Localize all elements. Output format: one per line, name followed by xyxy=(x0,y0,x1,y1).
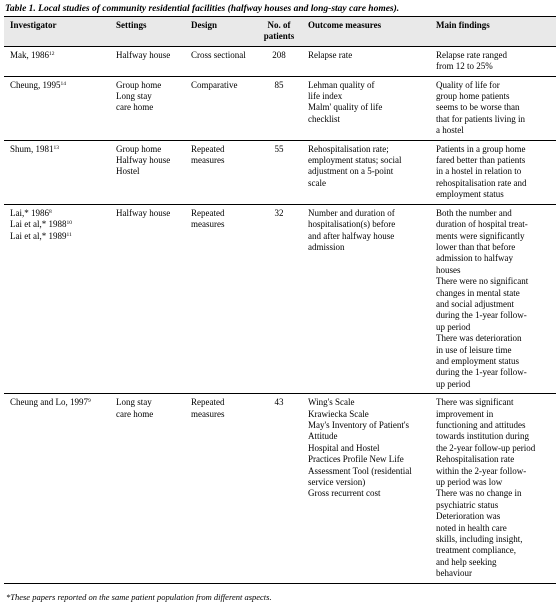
findings-line: duration of hospital treat- xyxy=(436,219,528,230)
findings-line: Quality of life for xyxy=(436,79,500,90)
studies-table xyxy=(4,17,556,583)
outcome-line: adjustment on a 5-point xyxy=(308,166,394,177)
cell-settings xyxy=(110,394,185,583)
cell-outcome xyxy=(302,76,430,140)
cell-patients: 208 xyxy=(256,46,302,76)
findings-line: in a hostel in relation to xyxy=(436,166,522,177)
design-line: measures xyxy=(191,408,225,419)
settings-line: Hostel xyxy=(116,166,140,177)
outcome-line: Relapse rate xyxy=(308,49,353,60)
findings-line: ments were significantly xyxy=(436,230,525,241)
outcome-line: checklist xyxy=(308,113,340,124)
cell-patients: 85 xyxy=(256,76,302,140)
table-row xyxy=(4,394,556,583)
reference-number: 12 xyxy=(49,50,55,57)
settings-line: Halfway house xyxy=(116,49,171,60)
findings-line: admission to halfway xyxy=(436,253,513,264)
cell-outcome xyxy=(302,46,430,76)
findings-line: There was significant xyxy=(436,397,514,408)
cell-findings xyxy=(430,394,556,583)
outcome-line: Practices Profile New Life xyxy=(308,454,404,465)
cell-investigator xyxy=(4,76,110,140)
settings-line: Halfway house xyxy=(116,207,171,218)
findings-line: up period xyxy=(436,378,471,389)
reference-number: 14 xyxy=(60,80,66,87)
investigator-name: Mak, 1986 xyxy=(10,49,49,60)
findings-line: There were no significant xyxy=(436,276,529,287)
settings-line: Halfway house xyxy=(116,155,171,166)
design-line: Repeated xyxy=(191,397,225,408)
design-line: Cross sectional xyxy=(191,49,246,60)
header-row xyxy=(4,17,556,46)
findings-line: from 12 to 25% xyxy=(436,61,493,72)
investigator-name: Lai,* 1986 xyxy=(10,207,49,218)
cell-settings xyxy=(110,204,185,394)
findings-line: There was no change in xyxy=(436,488,522,499)
header-patients xyxy=(256,17,302,46)
cell-design xyxy=(185,76,256,140)
outcome-line: admission xyxy=(308,241,345,252)
findings-line: Rehospitalisation rate xyxy=(436,454,515,465)
outcome-line: Hospital and Hostel xyxy=(308,442,380,453)
cell-settings xyxy=(110,76,185,140)
design-line: measures xyxy=(191,155,225,166)
findings-line: up period xyxy=(436,321,471,332)
outcome-line: Attitude xyxy=(308,431,338,442)
findings-line: improvement in xyxy=(436,408,494,419)
outcome-line: and after halfway house xyxy=(308,230,395,241)
findings-line: skills, including insight, xyxy=(436,534,523,545)
cell-outcome xyxy=(302,140,430,204)
outcome-line: hospitalisation(s) before xyxy=(308,219,396,230)
table-footnote: *These papers reported on the same patient population from different aspects. xyxy=(6,592,272,602)
settings-line: Group home xyxy=(116,143,162,154)
findings-line: towards institution during xyxy=(436,431,529,442)
investigator-name: Cheung and Lo, 1997 xyxy=(10,397,88,408)
cell-design xyxy=(185,46,256,76)
cell-design xyxy=(185,394,256,583)
cell-outcome xyxy=(302,394,430,583)
outcome-line: service version) xyxy=(308,477,366,488)
settings-line: care home xyxy=(116,408,154,419)
table-caption: Table 1. Local studies of community residential facilities (halfway houses and long-stay care homes). xyxy=(5,4,400,14)
findings-line: employment status xyxy=(436,189,504,200)
findings-line: seems to be worse than xyxy=(436,102,520,113)
findings-line: Patients in a group home xyxy=(436,143,526,154)
findings-line: group home patients xyxy=(436,91,510,102)
findings-line: rehospitalisation rate and xyxy=(436,177,527,188)
findings-line: Relapse rate ranged xyxy=(436,49,507,60)
header-patients-line: patients xyxy=(263,31,295,42)
investigator-name: Shum, 1981 xyxy=(10,143,54,154)
findings-line: during the 1-year follow- xyxy=(436,310,527,321)
header-outcome: Outcome measures xyxy=(302,17,430,46)
cell-investigator xyxy=(4,204,110,394)
outcome-line: employment status; social xyxy=(308,155,402,166)
table-row xyxy=(4,46,556,76)
findings-line: noted in health care xyxy=(436,522,507,533)
investigator-name: Lai et al,* 1988 xyxy=(10,219,67,230)
design-line: measures xyxy=(191,219,225,230)
investigator-citation xyxy=(10,50,106,61)
design-line: Repeated xyxy=(191,143,225,154)
findings-line: houses xyxy=(436,264,461,275)
outcome-line: May's Inventory of Patient's xyxy=(308,420,409,430)
reference-number: 9 xyxy=(88,398,91,405)
settings-line: care home xyxy=(116,102,154,113)
outcome-line: scale xyxy=(308,177,326,188)
reference-number: 11 xyxy=(66,231,72,238)
investigator-citation xyxy=(10,80,106,91)
investigator-name: Lai et al,* 1989 xyxy=(10,230,67,241)
findings-line: and social adjustment xyxy=(436,298,514,309)
findings-line: Both the number and xyxy=(436,207,512,218)
findings-line: and help seeking xyxy=(436,556,497,567)
design-line: Repeated xyxy=(191,207,225,218)
settings-line: Long stay xyxy=(116,91,152,102)
outcome-line: Wing's Scale xyxy=(308,397,355,408)
reference-number: 8 xyxy=(49,208,52,215)
cell-investigator xyxy=(4,46,110,76)
table-row xyxy=(4,76,556,140)
investigator-citation xyxy=(10,231,106,242)
outcome-line: life index xyxy=(308,91,343,102)
findings-line: changes in mental state xyxy=(436,287,520,298)
cell-settings xyxy=(110,140,185,204)
cell-investigator xyxy=(4,140,110,204)
findings-line: that for patients living in xyxy=(436,113,525,124)
outcome-line: Rehospitalisation rate; xyxy=(308,143,389,154)
outcome-line: Assessment Tool (residential xyxy=(308,465,412,476)
findings-line: the 2-year follow-up period xyxy=(436,442,536,453)
studies-table-wrapper xyxy=(4,16,556,584)
investigator-citation xyxy=(10,219,106,230)
findings-line: in use of leisure time xyxy=(436,344,512,355)
header-investigator: Investigator xyxy=(4,17,110,46)
findings-line: and employment status xyxy=(436,355,519,366)
header-settings: Settings xyxy=(110,17,185,46)
findings-line: lower than that before xyxy=(436,241,516,252)
outcome-line: Krawiecka Scale xyxy=(308,408,369,419)
settings-line: Long stay xyxy=(116,397,152,408)
cell-outcome xyxy=(302,204,430,394)
outcome-line: Gross recurrent cost xyxy=(308,488,381,499)
reference-number: 13 xyxy=(53,144,60,151)
reference-number: 10 xyxy=(66,220,72,227)
investigator-citation xyxy=(10,397,106,408)
cell-patients: 55 xyxy=(256,140,302,204)
cell-findings xyxy=(430,204,556,394)
findings-line: fared better than patients xyxy=(436,155,526,166)
investigator-name: Cheung, 1995 xyxy=(10,79,61,90)
outcome-line: Lehman quality of xyxy=(308,79,375,90)
table-row xyxy=(4,204,556,394)
findings-line: treatment compliance, xyxy=(436,545,516,556)
cell-patients: 32 xyxy=(256,204,302,394)
outcome-line: Malm' quality of life xyxy=(308,102,383,113)
table-row xyxy=(4,140,556,204)
findings-line: There was deterioration xyxy=(436,333,522,344)
table-body xyxy=(4,46,556,582)
design-line: Comparative xyxy=(191,79,238,90)
cell-design xyxy=(185,140,256,204)
header-design: Design xyxy=(185,17,256,46)
cell-design xyxy=(185,204,256,394)
cell-findings xyxy=(430,76,556,140)
findings-line: within the 2-year follow- xyxy=(436,465,527,476)
cell-findings xyxy=(430,46,556,76)
findings-line: psychiatric status xyxy=(436,499,499,510)
settings-line: Group home xyxy=(116,79,162,90)
header-patients-line: No. of xyxy=(267,20,291,30)
investigator-citation xyxy=(10,208,106,219)
findings-line: behaviour xyxy=(436,568,472,579)
investigator-citation xyxy=(10,144,106,155)
cell-findings xyxy=(430,140,556,204)
cell-investigator xyxy=(4,394,110,583)
findings-line: up period was low xyxy=(436,477,503,488)
cell-patients: 43 xyxy=(274,397,284,408)
cell-settings xyxy=(110,46,185,76)
findings-line: Deterioration was xyxy=(436,511,501,522)
header-findings: Main findings xyxy=(430,17,556,46)
findings-line: functioning and attitudes xyxy=(436,420,526,430)
findings-line: during the 1-year follow- xyxy=(436,367,527,378)
outcome-line: Number and duration of xyxy=(308,207,395,218)
findings-line: a hostel xyxy=(436,125,464,136)
